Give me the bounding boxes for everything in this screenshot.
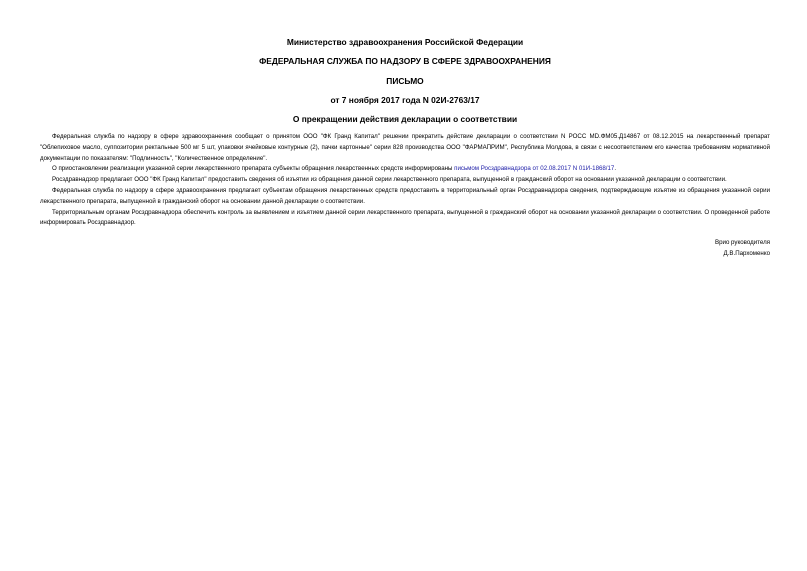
- ministry-heading: Министерство здравоохранения Российской Федерации: [286, 37, 524, 47]
- paragraph-3: Росздравнадзор предлагает ООО "ФК Гранд Капитал" предоставить сведения об изъятии из обращения данной серии лекарственного препарата, выпущенной в гражданский оборот на основании указанной декларации о соответствии.: [52, 176, 727, 184]
- document-body: [40, 132, 770, 229]
- paragraph-5: Территориальным органам Росздравнадзора обеспечить контроль за выявлением и изъятием данной серии лекарственного препарата, выпущенной в гражданский оборот на основании указанной декларации о соответствии. О проведенной работе информировать Росздравнадзор.: [40, 208, 770, 227]
- signatory-name: Д.В.Пархоменко: [723, 250, 770, 257]
- service-heading: ФЕДЕРАЛЬНАЯ СЛУЖБА ПО НАДЗОРУ В СФЕРЕ ЗДРАВООХРАНЕНИЯ: [259, 56, 551, 66]
- subject-heading: О прекращении действия декларации о соответствии: [292, 114, 518, 124]
- referenced-letter-link[interactable]: письмом Росздравнадзора от 02.08.2017 N 01И-1868/17: [454, 165, 615, 173]
- date-number-heading: от 7 ноября 2017 года N 02И-2763/17: [330, 95, 480, 105]
- signatory-position: Врио руководителя: [715, 239, 770, 246]
- paragraph-2: [40, 164, 770, 175]
- doc-type-heading: ПИСЬМО: [386, 76, 424, 86]
- paragraph-2-end: .: [614, 165, 617, 173]
- paragraph-1: Федеральная служба по надзору в сфере здравоохранения сообщает о принятом ООО "ФК Гранд Капитал" решении прекратить действие декларации о соответствии N РОСС MD.ФМ05.Д14867 от 08.12.2015 на лекарственный препарат "Облепиховое масло, суппозитории ректальные 500 мг 5 шт, упаковки ячейковые контурные (2), пачки картонные" серии 828 производства ООО "ФАРМАПРИМ", Республика Молдова, в связи с несоответствием его качества требованиям нормативной документации по показателям: "Подлинность", "Количественное определение".: [40, 133, 770, 162]
- paragraph-4: Федеральная служба по надзору в сфере здравоохранения предлагает субъектам обращения лекарственных средств предоставить в территориальный орган Росздравнадзора сведения, подтверждающие изъятие из обращения указанной серии лекарственного препарата, выпущенной в гражданский оборот на основании данной декларации о соответствии.: [40, 186, 770, 205]
- paragraph-2-text: О приостановлении реализации указанной серии лекарственного препарата субъекты обращения лекарственных средств информированы: [52, 165, 455, 173]
